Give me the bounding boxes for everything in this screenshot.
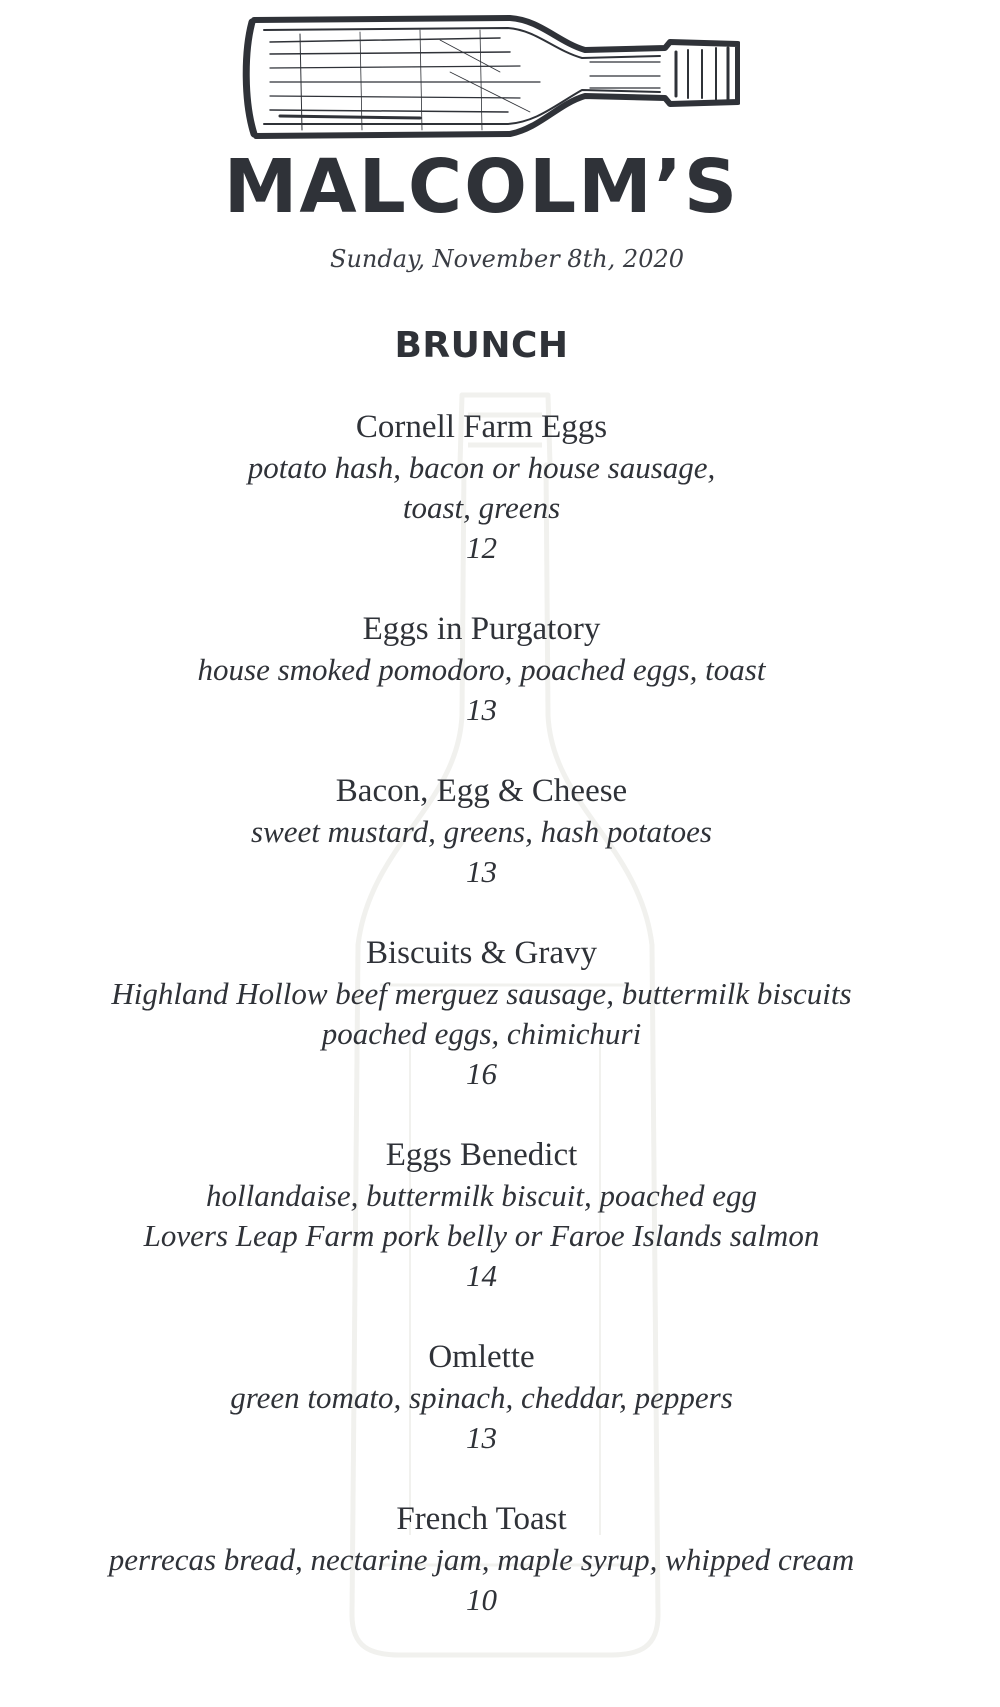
menu-item xyxy=(0,1135,963,1296)
menu-item xyxy=(0,609,963,730)
item-name: Eggs Benedict xyxy=(385,1137,578,1173)
menu-item xyxy=(0,771,963,892)
item-description: poached eggs, chimichuri xyxy=(321,1016,642,1051)
section-title: BRUNCH xyxy=(394,325,569,366)
item-price: 14 xyxy=(466,1258,497,1293)
item-description: Highland Hollow beef merguez sausage, buttermilk biscuits xyxy=(111,976,852,1011)
bottle-sketch-icon xyxy=(240,12,740,142)
item-description: Lovers Leap Farm pork belly or Faroe Islands salmon xyxy=(143,1218,820,1253)
menu-item xyxy=(0,933,963,1094)
item-name: French Toast xyxy=(396,1501,567,1537)
item-name: Omlette xyxy=(428,1339,535,1375)
menu-date: Sunday, November 8th, 2020 xyxy=(330,245,684,273)
item-price: 13 xyxy=(466,692,497,727)
item-description: green tomato, spinach, cheddar, peppers xyxy=(230,1380,733,1415)
item-description: house smoked pomodoro, poached eggs, toast xyxy=(197,652,766,687)
item-description: sweet mustard, greens, hash potatoes xyxy=(251,814,712,849)
item-price: 13 xyxy=(466,1420,497,1455)
menu-items xyxy=(0,407,963,1661)
item-name: Eggs in Purgatory xyxy=(362,611,601,647)
item-price: 10 xyxy=(466,1582,497,1617)
item-name: Biscuits & Gravy xyxy=(366,935,597,971)
item-price: 12 xyxy=(466,530,497,565)
item-price: 16 xyxy=(466,1056,497,1091)
menu-item xyxy=(0,407,963,568)
item-description: toast, greens xyxy=(402,490,561,525)
menu-item xyxy=(0,1337,963,1458)
item-description: perrecas bread, nectarine jam, maple syrup, whipped cream xyxy=(108,1542,855,1577)
restaurant-name: MALCOLM’S xyxy=(223,144,740,230)
item-price: 13 xyxy=(466,854,497,889)
menu-item xyxy=(0,1499,963,1620)
item-name: Cornell Farm Eggs xyxy=(355,409,608,445)
item-description: hollandaise, buttermilk biscuit, poached egg xyxy=(205,1178,758,1213)
item-description: potato hash, bacon or house sausage, xyxy=(247,450,716,485)
item-name: Bacon, Egg & Cheese xyxy=(335,773,628,809)
